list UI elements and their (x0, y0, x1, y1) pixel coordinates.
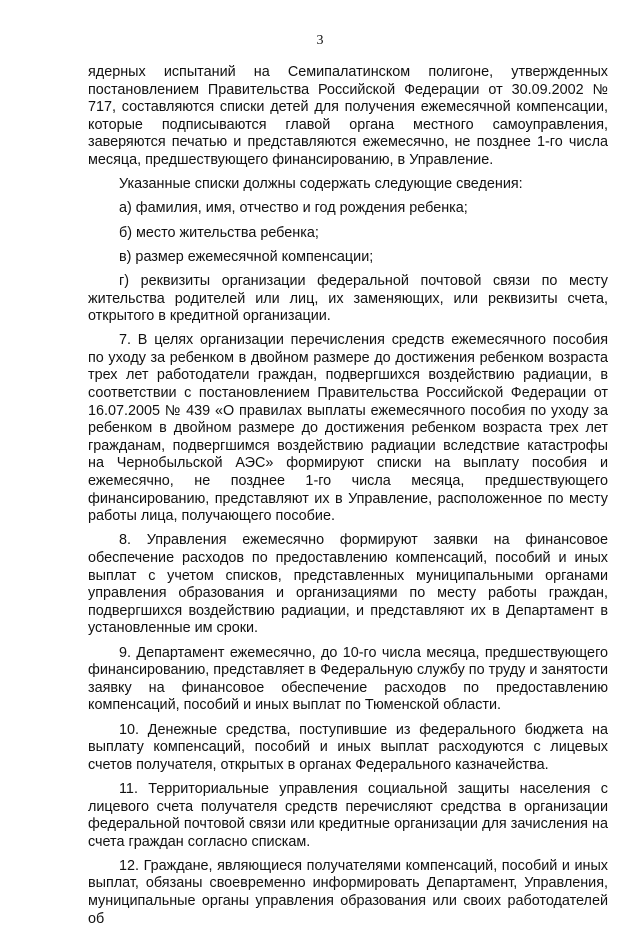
paragraph-12: 12. Граждане, являющиеся получателями компенсаций, пособий и иных выплат, обязаны своевременно информировать Департамент, Управления, муниципальные органы управления образования или своих работодателей об (88, 857, 608, 927)
paragraph-9: 9. Департамент ежемесячно, до 10-го числа месяца, предшествующего финансированию, представляет в Федеральную службу по труду и занятости заявку на финансовое обеспечение расходов по предоставлению компенсаций, пособий и иных выплат по Тюменской области. (88, 644, 608, 714)
page-number: 3 (316, 33, 324, 48)
paragraph-continuation: ядерных испытаний на Семипалатинском полигоне, утвержденных постановлением Правительства Российской Федерации от 30.09.2002 № 717, составляются списки детей для получения ежемесячной компенсации, которые подписываются главой органа местного самоуправления, заверяются печатью и представляются ежемесячно, не позднее 1-го числа месяца, предшествующего финансированию, в Управление. (88, 64, 608, 168)
paragraph-item-g: г) реквизиты организации федеральной почтовой связи по месту жительства родителей или лиц, их заменяющих, или реквизиты счета, открытого в кредитной организации. (88, 272, 608, 325)
paragraph-7: 7. В целях организации перечисления средств ежемесячного пособия по уходу за ребенком в двойном размере до достижения ребенком возраста трех лет работодатели граждан, подвергшихся воздействию радиации, в соответствии с постановлением Правительства Российской Федерации от 16.07.2005 № 439 «О правилах выплаты ежемесячного пособия по уходу за ребенком в двойном размере до достижения ребенком возраста трех лет гражданам, подвергшимся воздействию радиации вследствие катастрофы на Чернобыльской АЭС» формируют списки на выплату пособия и ежемесячно, не позднее 1-го числа месяца, предшествующего финансированию, представляют их в Управление, расположенное по месту работы лица, получающего пособие. (88, 332, 608, 525)
paragraph-item-b: б) место жительства ребенка; (119, 224, 319, 241)
paragraph-item-v: в) размер ежемесячной компенсации; (119, 248, 374, 265)
paragraph-item-a: а) фамилия, имя, отчество и год рождения ребенка; (119, 200, 468, 217)
paragraph-list-intro: Указанные списки должны содержать следующие сведения: (119, 176, 523, 193)
paragraph-8: 8. Управления ежемесячно формируют заявки на финансовое обеспечение расходов по предоставлению компенсаций, пособий и иных выплат с учетом списков, представленных муниципальными органами управления образования и организациями по месту работы граждан, подвергшихся воздействию радиации, и представляют их в Департамент в установленные им сроки. (88, 532, 608, 637)
document-body (88, 64, 608, 928)
paragraph-11: 11. Территориальные управления социальной защиты населения с лицевого счета получателя средств перечисляют средства в организации федеральной почтовой связи или кредитные организации для зачисления на счета граждан согласно спискам. (88, 780, 608, 850)
paragraph-10: 10. Денежные средства, поступившие из федерального бюджета на выплату компенсаций, пособий и иных выплат расходуются с лицевых счетов получателя, открытых в органах Федерального казначейства. (88, 721, 608, 773)
